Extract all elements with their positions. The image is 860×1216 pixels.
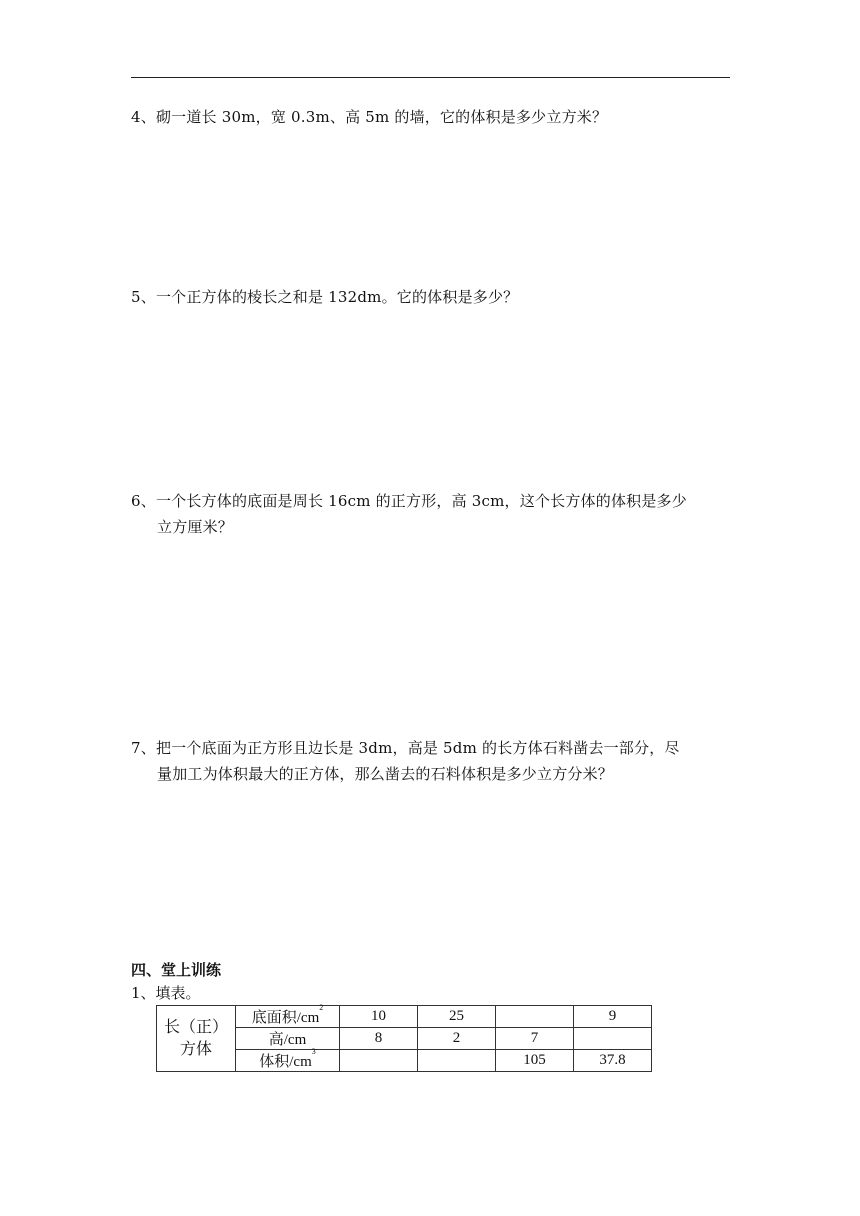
header-rule xyxy=(131,77,730,78)
table-cell[interactable] xyxy=(340,1050,418,1072)
row-header-line1: 长（正） xyxy=(163,1018,228,1036)
table-row-header xyxy=(157,1006,236,1072)
table-cell[interactable]: 8 xyxy=(340,1028,418,1050)
question-text-continued: 量加工为体积最大的正方体，那么凿去的石料体积是多少立方分米？ xyxy=(157,765,614,783)
table-cell[interactable] xyxy=(418,1050,496,1072)
section-title: 四、堂上训练 xyxy=(131,961,222,979)
section-subtitle: 1、填表。 xyxy=(131,984,201,1002)
row-label-volume: 体积$/cm^3$ xyxy=(236,1050,340,1072)
row-label-height: 高/cm xyxy=(236,1028,340,1050)
question-6 xyxy=(131,488,731,540)
question-text: 一个长方体的底面是周长 16cm 的正方形，高 3cm，这个长方体的体积是多少 xyxy=(155,492,687,510)
row-header-line2: 方体 xyxy=(179,1040,212,1058)
table-cell[interactable]: 105 xyxy=(496,1050,574,1072)
fill-in-table xyxy=(156,1005,652,1072)
question-text: 一个正方体的棱长之和是 132dm。它的体积是多少？ xyxy=(155,288,519,306)
question-text-continued: 立方厘米？ xyxy=(157,518,234,536)
question-number: 6、 xyxy=(131,492,156,510)
table-cell[interactable]: 2 xyxy=(418,1028,496,1050)
table-cell[interactable]: 9 xyxy=(574,1006,652,1028)
table-cell[interactable]: 7 xyxy=(496,1028,574,1050)
question-number: 5、 xyxy=(131,288,156,306)
question-number: 4、 xyxy=(131,108,156,126)
question-5 xyxy=(131,284,731,310)
question-7 xyxy=(131,735,731,787)
row-label-base-area: 底面积$/cm^2$ xyxy=(236,1006,340,1028)
table-cell[interactable]: 37.8 xyxy=(574,1050,652,1072)
table-cell[interactable]: 10 xyxy=(340,1006,418,1028)
table-cell[interactable] xyxy=(496,1006,574,1028)
table-row xyxy=(157,1006,652,1028)
table-cell[interactable]: 25 xyxy=(418,1006,496,1028)
table-cell[interactable] xyxy=(574,1028,652,1050)
question-text: 砌一道长 30m，宽 0.3m、高 5m 的墙，它的体积是多少立方米？ xyxy=(155,108,608,126)
question-text: 把一个底面为正方形且边长是 3dm，高是 5dm 的长方体石料凿去一部分，尽 xyxy=(155,739,680,757)
question-4 xyxy=(131,104,731,130)
question-number: 7、 xyxy=(131,739,156,757)
